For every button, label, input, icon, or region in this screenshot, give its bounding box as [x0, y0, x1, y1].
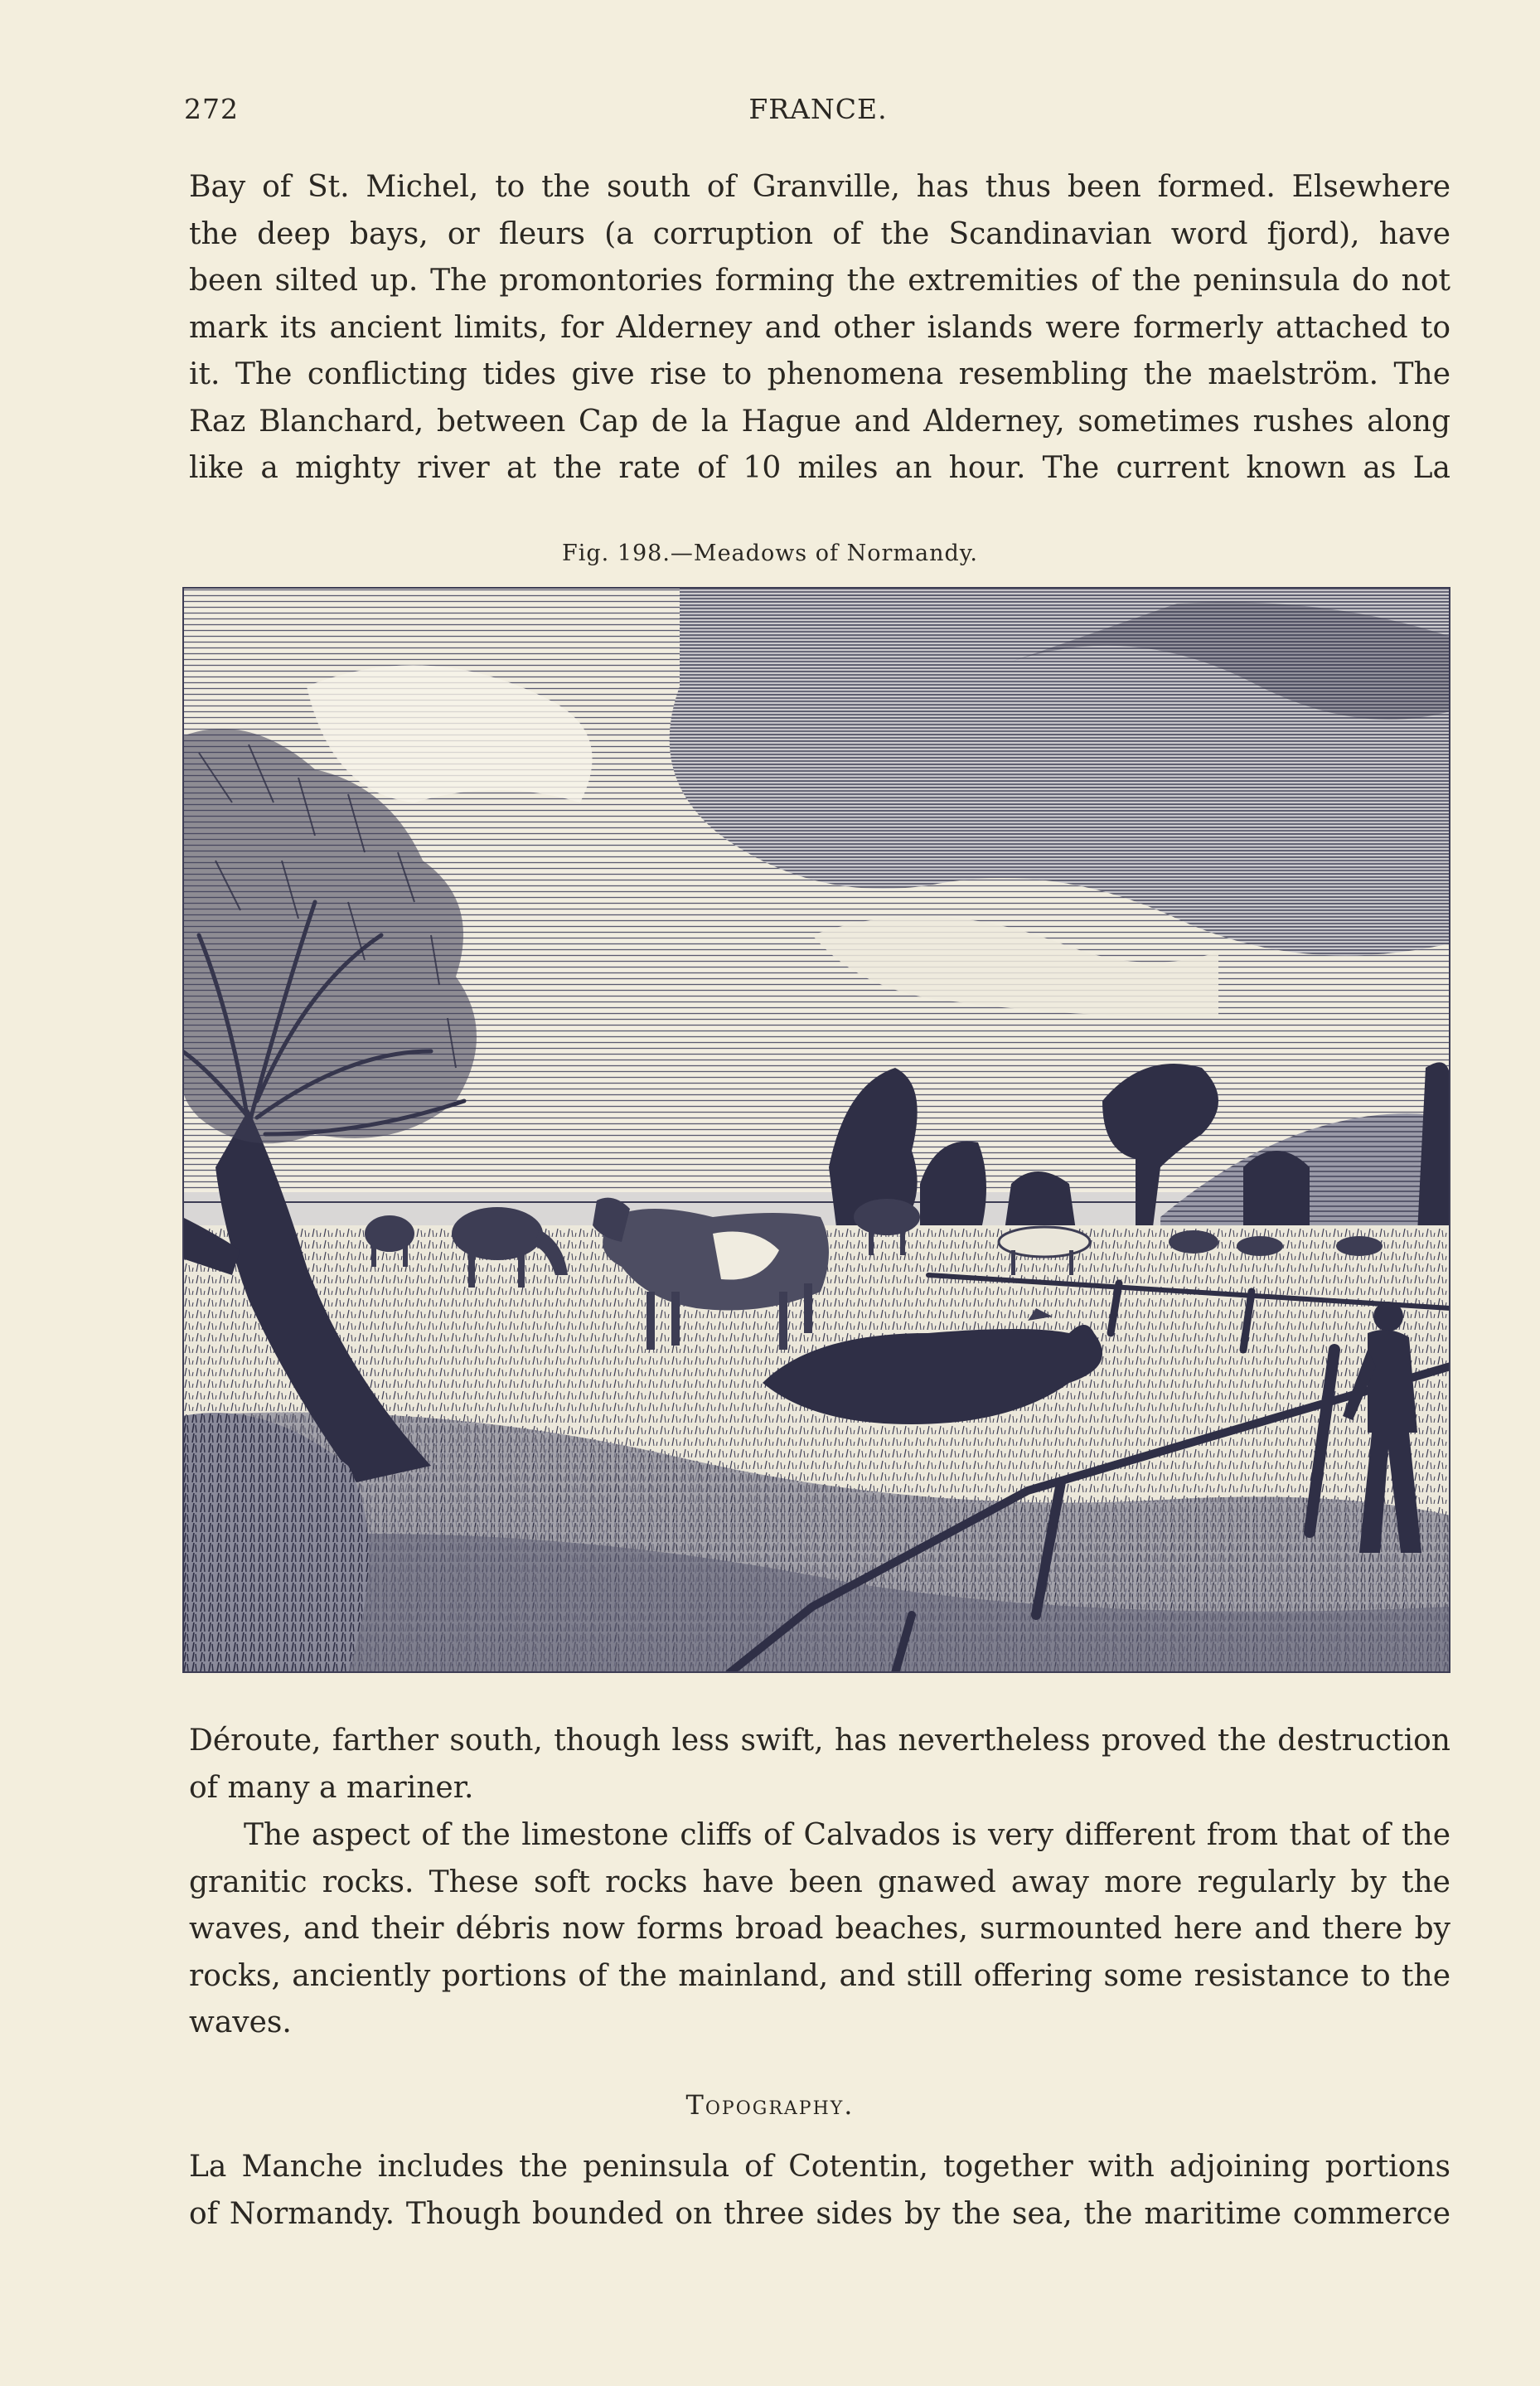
limestone-paragraph — [189, 1812, 1450, 2047]
figure-caption: Fig. 198.—Meadows of Normandy. — [562, 541, 978, 566]
text-line: of many a mariner. — [189, 1770, 474, 1805]
text-line: it. The conflicting tides give rise to phenomena resembling the maelström. The — [189, 357, 1450, 391]
running-title: FRANCE. — [748, 93, 888, 125]
text-line: mark its ancient limits, for Alderney and other islands were formerly attached to — [189, 310, 1450, 345]
text-line: like a mighty river at the rate of 10 miles an hour. The current known as La — [189, 451, 1450, 485]
section-heading: Topography. — [685, 2089, 855, 2121]
text-line: Raz Blanchard, between Cap de la Hague and Alderney, sometimes rushes along — [189, 404, 1450, 439]
text-line: been silted up. The promontories forming the extremities of the peninsula do not — [189, 264, 1450, 298]
text-line: Bay of St. Michel, to the south of Granville, has thus been formed. Elsewhere — [189, 170, 1450, 204]
la-manche-paragraph — [189, 2144, 1450, 2238]
text-line: of Normandy. Though bounded on three sides by the sea, the maritime commerce — [189, 2196, 1450, 2231]
text-line: The aspect of the limestone cliffs of Calvados is very different from that of the — [244, 1818, 1450, 1852]
text-line: Déroute, farther south, though less swift, has nevertheless proved the destruction — [189, 1724, 1450, 1758]
text-line: granitic rocks. These soft rocks have been gnawed away more regularly by the — [189, 1865, 1450, 1899]
engraving-meadows-of-normandy — [182, 587, 1450, 1673]
text-line: La Manche includes the peninsula of Cotentin, together with adjoining portions — [189, 2150, 1450, 2184]
running-head — [184, 93, 1452, 134]
middle-paragraph — [189, 1718, 1450, 1811]
page-number: 272 — [184, 93, 239, 125]
text-line: waves. — [189, 2005, 292, 2039]
top-paragraph — [189, 164, 1450, 492]
text-line: rocks, anciently portions of the mainland, and still offering some resistance to the — [189, 1958, 1450, 1993]
text-line: the deep bays, or fleurs (a corruption of the Scandinavian word fjord), have — [189, 216, 1450, 251]
text-line: waves, and their débris now forms broad beaches, surmounted here and there by — [189, 1912, 1450, 1946]
